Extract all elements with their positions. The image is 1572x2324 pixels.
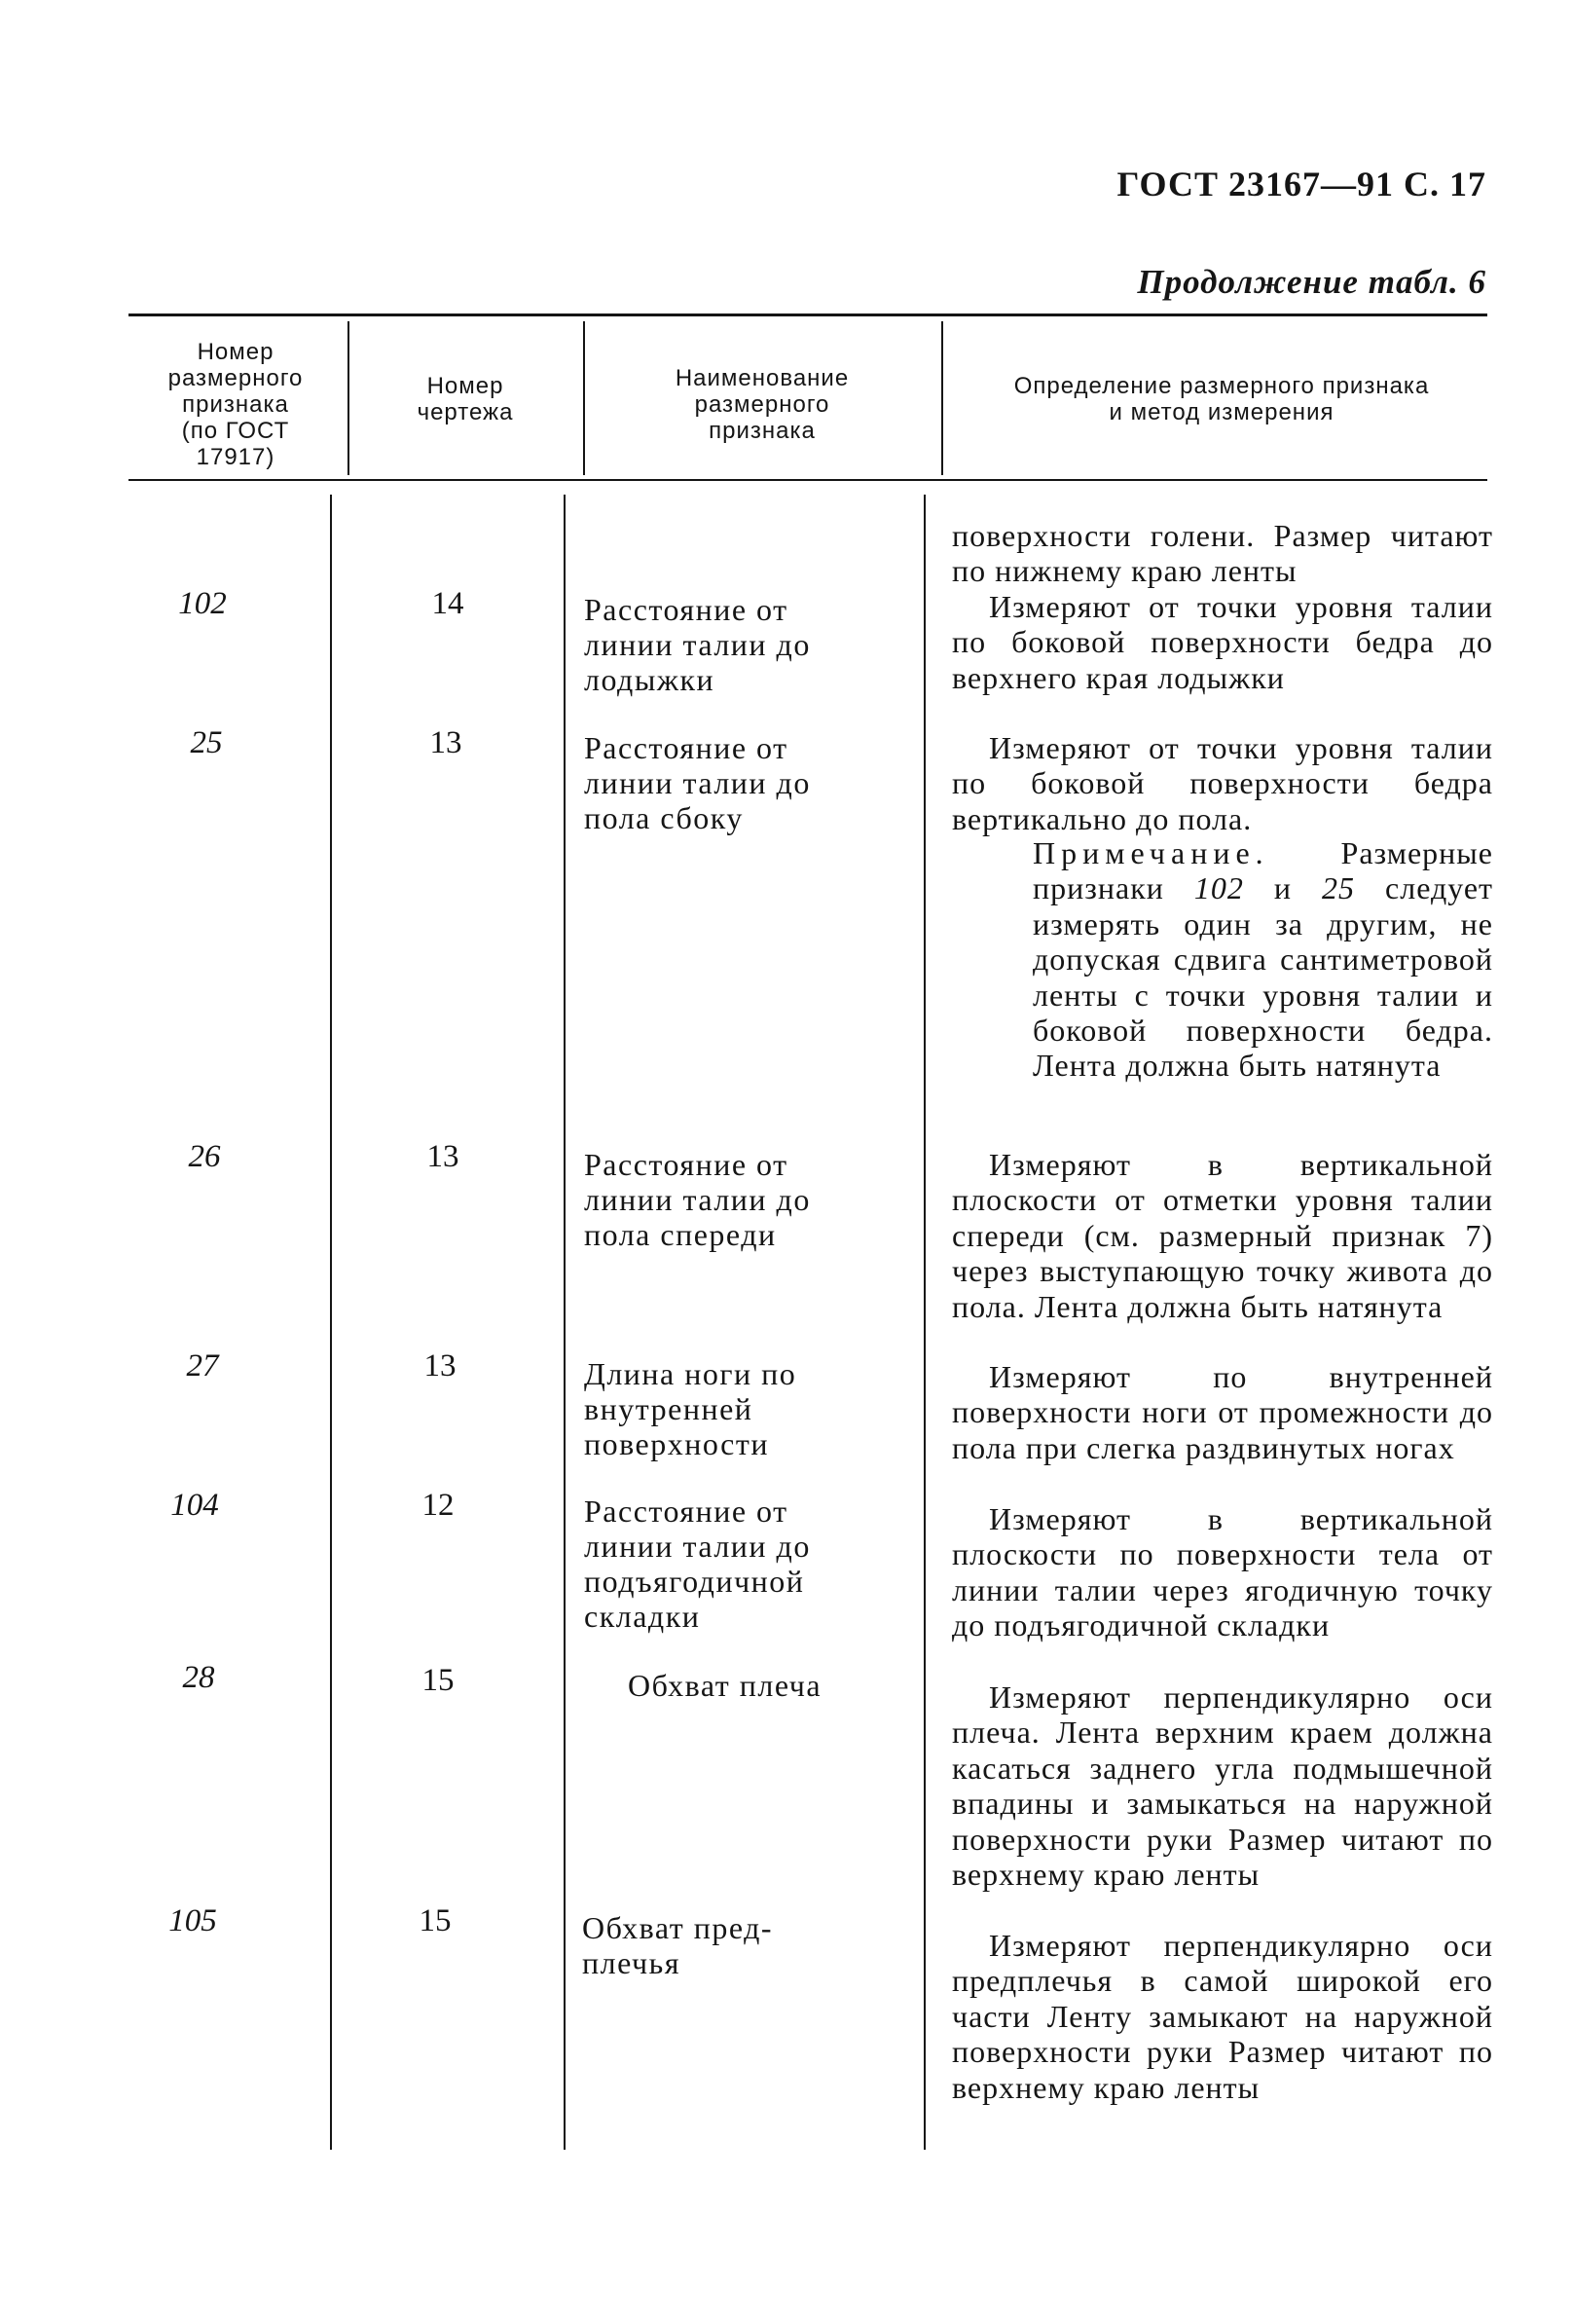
row-104-drawing: 12 [421,1488,455,1523]
leading-definition-text [952,518,1493,589]
column-header-definition-text: Определение размерного признака и метод измерения [1013,373,1430,425]
column-header-name [588,365,936,444]
row-105-name: Обхват пред- плечья [582,1910,774,1980]
note-text-b: следует измерять один за другим, не допуская сдвига сантиметровой ленты с точки уровня талии и боковой поверхности бедра. Лента должна быть натянута [1033,870,1494,1084]
row-27-number: 27 [186,1348,219,1383]
column-header-drawing [352,373,578,425]
row-28-drawing: 15 [421,1663,455,1698]
row-26-number: 26 [188,1139,221,1174]
row-102-name: Расстояние от линии талии до лодыжки [584,592,811,697]
row-27-drawing: 13 [423,1348,457,1383]
row-104-number: 104 [170,1488,219,1523]
row-102-number: 102 [178,586,227,621]
body-col-separator [564,495,566,2150]
column-header-number [128,339,343,470]
document-code: ГОСТ 23167—91 С. 17 [1116,165,1486,203]
row-102-definition [952,589,1493,695]
row-26-name: Расстояние от линии талии до пола спереди [584,1147,811,1252]
row-28-name: Обхват плеча [628,1668,823,1703]
row-27-definition-text: Измеряют по внутренней поверхности ноги от промежности до пола при слегка раздвинутых ногах [952,1359,1493,1465]
leading-definition-paragraph: поверхности голени. Размер читают по нижнему краю ленты [952,518,1493,589]
note-label: Примечание. [1033,835,1269,870]
note-ref-1: 102 [1193,870,1244,906]
row-25-definition [952,730,1493,836]
table-top-rule [128,314,1487,316]
body-col-separator [924,495,926,2150]
row-25-name: Расстояние от линии талии до пола сбоку [584,730,811,835]
row-104-name: Расстояние от линии талии до подъягодичной складки [584,1494,811,1634]
row-26-definition [952,1147,1493,1324]
row-105-number: 105 [168,1903,217,1938]
row-26-drawing: 13 [426,1139,459,1174]
note-ref-2: 25 [1322,870,1356,906]
column-header-number-text: Номер размерного признака (по ГОСТ 17917) [167,339,304,470]
header-col-separator [583,321,585,475]
note-text-a: Размерные признаки [1033,835,1493,906]
note-conj: и [1273,870,1293,906]
column-header-name-text: Наименование размерного признака [675,365,850,444]
row-26-definition-text: Измеряют в вертикальной плоскости от отметки уровня талии спереди (см. размерный признак 7) через выступающую точку живота до пола. Лента должна быть натянута [952,1147,1493,1324]
header-col-separator [347,321,349,475]
header-col-separator [941,321,943,475]
row-105-definition [952,1928,1493,2105]
row-102-definition-text: Измеряют от точки уровня талии по боковой поверхности бедра до верхнего края лодыжки [952,589,1493,695]
row-28-number: 28 [182,1660,215,1695]
row-27-name: Длина ноги по внутренней поверхности [584,1356,797,1461]
row-27-definition [952,1359,1493,1465]
row-104-definition [952,1501,1493,1643]
row-25-number: 25 [190,725,223,760]
row-104-definition-text: Измеряют в вертикальной плоскости по поверхности тела от линии талии через ягодичную точку до подъягодичной складки [952,1501,1493,1643]
row-28-definition-text: Измеряют перпендикулярно оси плеча. Лента верхним краем должна касаться заднего угла подмышечной впадины и замыкаться на наружной поверхности руки Размер читают по верхнему краю ленты [952,1679,1493,1893]
row-25-definition-text: Измеряют от точки уровня талии по боковой поверхности бедра вертикально до пола. [952,730,1493,836]
row-105-definition-text: Измеряют перпендикулярно оси предплечья в самой широкой его части Ленту замыкают на наружной поверхности руки Размер читают по верхнему краю ленты [952,1928,1493,2105]
row-105-drawing: 15 [419,1903,452,1938]
table-continuation-caption: Продолжение табл. 6 [1137,263,1486,301]
row-102-drawing: 14 [431,586,464,621]
row-25-note [1033,835,1493,1084]
column-header-definition [949,373,1494,425]
row-25-drawing: 13 [429,725,462,760]
table-header-rule [128,479,1487,481]
column-header-drawing-text: Номер чертежа [417,373,514,425]
row-28-definition [952,1679,1493,1892]
body-col-separator [330,495,332,2150]
